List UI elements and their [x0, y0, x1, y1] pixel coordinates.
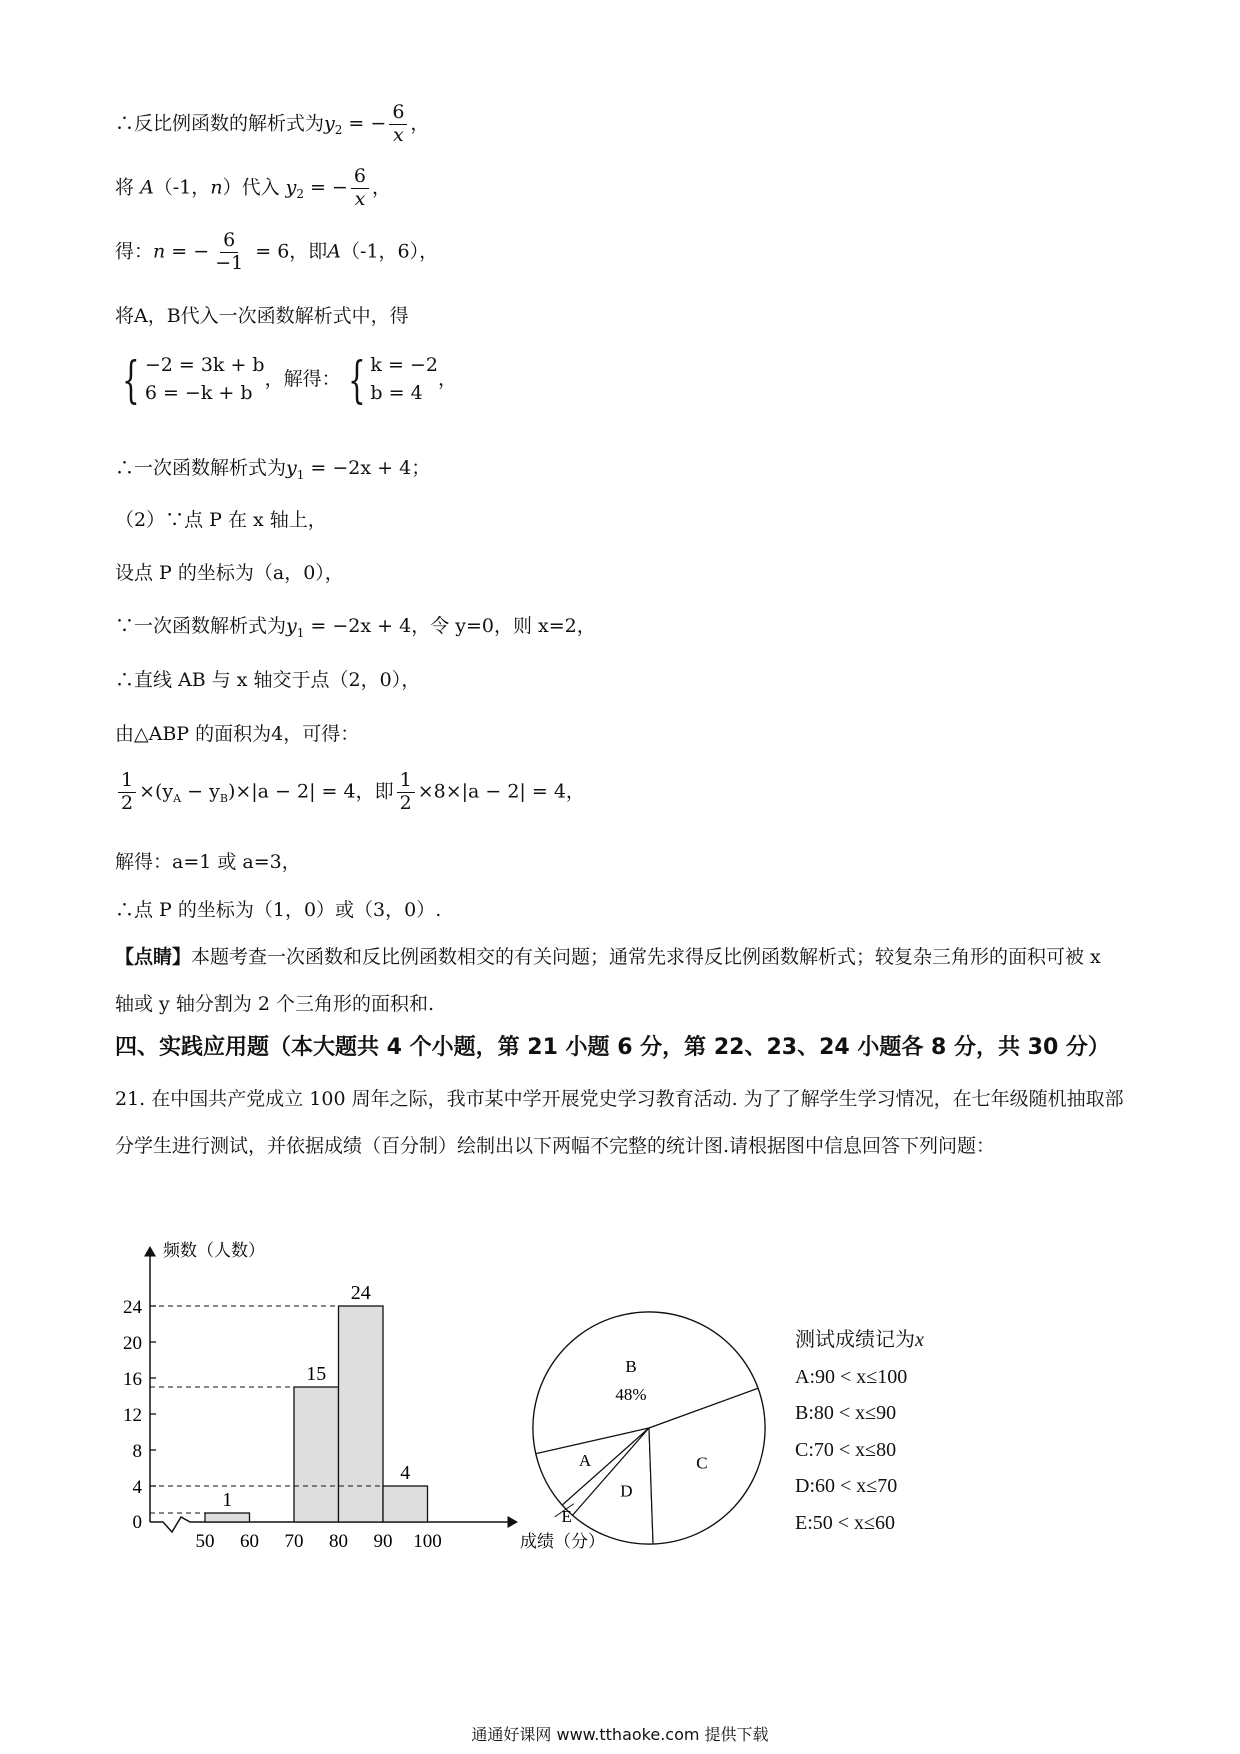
solution-line-8: 设点 P 的坐标为（a，0）， — [115, 562, 344, 584]
y-tick-label: 8 — [132, 1441, 142, 1462]
x-tick-label: 100 — [413, 1531, 442, 1552]
pie-chart — [520, 1285, 820, 1585]
solution-line-7: （2）∵点 P 在 x 轴上， — [115, 509, 327, 531]
histogram-bar — [383, 1486, 428, 1522]
y-tick-label: 16 — [123, 1369, 142, 1390]
solution-line-6: ∴一次函数解析式为$y_1 = -2x + 4$； — [115, 457, 431, 482]
fraction: $\frac{1}{2}$ — [397, 770, 415, 815]
pie-slice-label: E — [561, 1506, 572, 1526]
y-tick-label: 4 — [132, 1477, 142, 1498]
bar-value-label: 4 — [400, 1462, 411, 1484]
comment-paragraph — [115, 934, 1125, 1028]
page-footer: 通通好课网 www.tthaoke.com 提供下载 — [471, 1725, 769, 1744]
fraction: $\frac{1}{2}$ — [118, 770, 136, 815]
histogram-bar — [205, 1513, 250, 1522]
bar-value-label: 15 — [306, 1363, 327, 1385]
solution-line-10: ∴直线 AB 与 x 轴交于点（2，0）， — [115, 669, 421, 691]
y-tick-label: 20 — [123, 1333, 142, 1354]
solution-line-1: ∴反比例函数的解析式为$y_2$ = − $\frac{6}{x}$ ， — [115, 101, 430, 146]
fraction: $\frac{6}{-1}$ — [215, 229, 244, 274]
comment-text: 本题考查一次函数和反比例函数相交的有关问题；通常先求得反比例函数解析式；较复杂三角形的面积可被 x 轴或 y 轴分割为 2 个三角形的面积和. — [115, 946, 1101, 1015]
question-paragraph: 21. 在中国共产党成立 100 周年之际，我市某中学开展党史学习教育活动. 为了了解学生学习情况，在七年级随机抽取部分学生进行测试，并依据成绩（百分制）绘制出以下两幅不完整的统计图.请根据图中信息回答下列问题： — [115, 1088, 1124, 1157]
pie-slice-percent: 48% — [615, 1384, 647, 1404]
pie-slice-label: C — [696, 1453, 708, 1473]
solution-line-9: ∵一次函数解析式为$y_1 = -2x + 4$，令 y=0，则 x=2， — [115, 615, 596, 640]
bar-value-label: 24 — [350, 1282, 371, 1304]
y-tick-label: 12 — [123, 1405, 142, 1426]
pie-slice-label: B — [625, 1356, 637, 1376]
x-tick-label: 50 — [195, 1531, 215, 1552]
legend-item-d: D:60 < x≤70 — [795, 1475, 898, 1497]
solution-line-4: 将A，B代入一次函数解析式中，得 — [115, 305, 409, 327]
legend-item-e: E:50 < x≤60 — [795, 1511, 896, 1534]
pie-slice-label: A — [578, 1450, 592, 1470]
histogram-bar — [294, 1387, 339, 1522]
pie-slice-label: D — [620, 1481, 633, 1501]
legend-item-a: A:90 < x≤100 — [795, 1365, 908, 1388]
equation-system: { −2 = 3k + b 6 = −k + b — [122, 350, 265, 409]
y-tick-label: 24 — [123, 1297, 142, 1318]
solution-line-5: { −2 = 3k + b 6 = −k + b ，解得： { k = −2 b = 4 ， — [115, 352, 457, 407]
solution-line-13: 解得：a=1 或 a=3， — [115, 851, 301, 873]
fraction: $\frac{6}{x}$ — [351, 166, 369, 211]
solution-line-12: $\frac{1}{2}$ $\times(y_A - y_B)\times|a - 2| = 4$，即 $\frac{1}{2}$ ×8×|a − 2| = 4， — [115, 770, 585, 815]
solution-line-3: 得：n = − $\frac{6}{-1}$ = 6，即A（-1，6）， — [115, 229, 439, 274]
x-tick-label: 60 — [240, 1531, 259, 1552]
legend-item-c: C:70 < x≤80 — [795, 1438, 897, 1461]
solution-line-11: 由△ABP 的面积为4，可得： — [115, 723, 360, 745]
pie-legend — [795, 1322, 924, 1541]
y-tick-label: 0 — [132, 1512, 142, 1533]
x-axis-label: 成绩（分） — [520, 1532, 605, 1551]
fraction: $\frac{6}{x}$ — [389, 102, 407, 147]
histogram-bar — [339, 1306, 384, 1522]
x-tick-label: 80 — [329, 1531, 348, 1552]
legend-item-b: B:80 < x≤90 — [795, 1402, 897, 1424]
legend-title: 测试成绩记为x — [795, 1329, 924, 1351]
section-heading: 四、实践应用题（本大题共 4 个小题，第 21 小题 6 分，第 22、23、24 小题各 8 分，共 30 分） — [115, 1035, 1110, 1060]
y-axis-label: 频数（人数） — [163, 1241, 265, 1260]
comment-tag: 【点睛】 — [115, 946, 192, 968]
x-tick-label: 70 — [284, 1531, 304, 1552]
solution-line-14: ∴点 P 的坐标为（1，0）或（3，0）. — [115, 899, 442, 921]
bar-value-label: 1 — [222, 1489, 233, 1511]
solution-line-2: 将 A（-1，n）代入 $y_2$ = − $\frac{6}{x}$ ， — [115, 165, 392, 210]
x-tick-label: 90 — [373, 1531, 393, 1552]
equation-system-solution: { k = −2 b = 4 — [347, 350, 438, 409]
